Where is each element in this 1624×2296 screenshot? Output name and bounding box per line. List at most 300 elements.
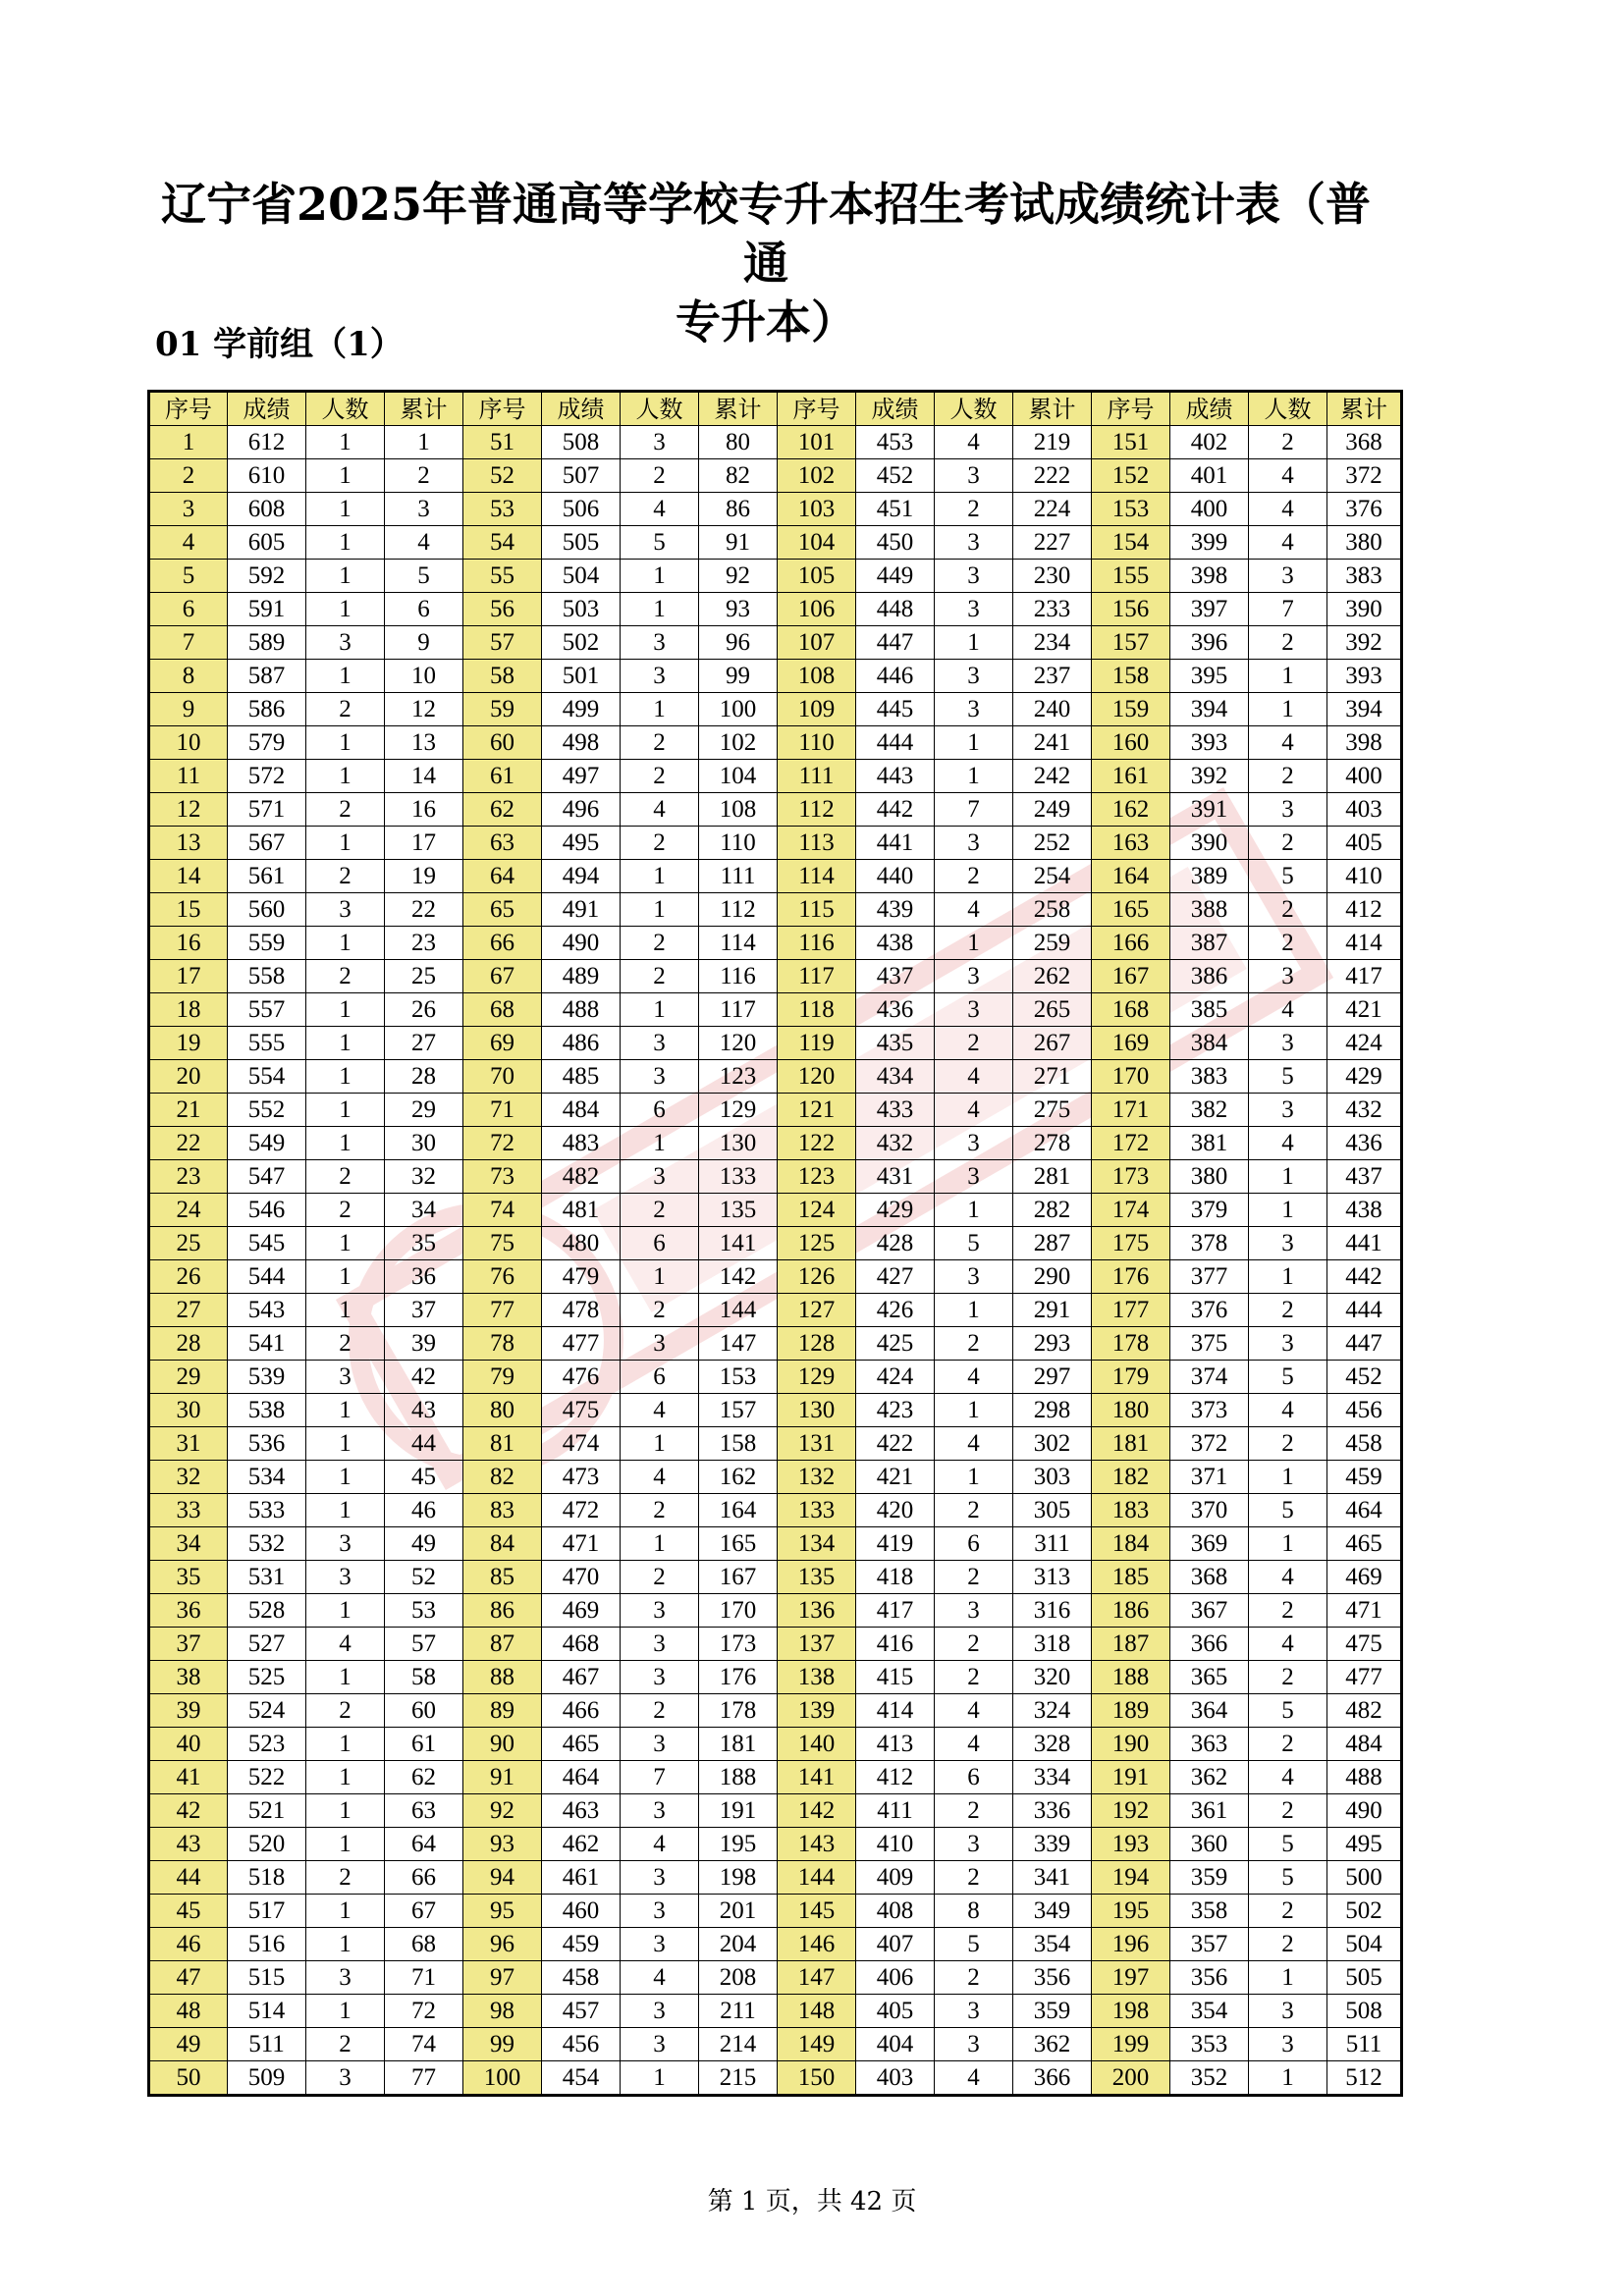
rank-cell: 1 (149, 426, 228, 459)
rank-cell: 18 (149, 993, 228, 1027)
table-cell: 104 (699, 760, 778, 793)
rank-cell: 60 (463, 726, 542, 760)
table-cell: 364 (1170, 1694, 1249, 1728)
rank-cell: 90 (463, 1728, 542, 1761)
table-cell: 2 (935, 860, 1013, 893)
table-row (149, 2061, 1402, 2096)
table-cell: 242 (1013, 760, 1092, 793)
rank-cell: 147 (778, 1961, 856, 1995)
rank-cell: 141 (778, 1761, 856, 1794)
table-cell: 2 (1249, 1427, 1327, 1461)
table-cell: 471 (542, 1527, 621, 1561)
table-cell: 394 (1327, 693, 1402, 726)
table-cell: 4 (621, 1828, 699, 1861)
table-cell: 1 (306, 1828, 385, 1861)
rank-cell: 142 (778, 1794, 856, 1828)
table-cell: 1 (621, 860, 699, 893)
table-row (149, 1260, 1402, 1294)
table-cell: 451 (856, 493, 935, 526)
table-cell: 45 (385, 1461, 463, 1494)
table-cell: 4 (935, 1094, 1013, 1127)
table-cell: 433 (856, 1094, 935, 1127)
column-header: 序号 (778, 392, 856, 426)
table-cell: 4 (1249, 1561, 1327, 1594)
rank-cell: 71 (463, 1094, 542, 1127)
table-cell: 2 (935, 1494, 1013, 1527)
table-cell: 1 (306, 993, 385, 1027)
table-cell: 527 (228, 1628, 306, 1661)
table-cell: 5 (1249, 1494, 1327, 1527)
rank-cell: 17 (149, 960, 228, 993)
rank-cell: 178 (1092, 1327, 1170, 1361)
rank-cell: 108 (778, 660, 856, 693)
table-row (149, 426, 1402, 459)
table-cell: 1 (935, 1461, 1013, 1494)
table-cell: 3 (621, 1027, 699, 1060)
table-cell: 27 (385, 1027, 463, 1060)
table-cell: 3 (621, 626, 699, 660)
rank-cell: 194 (1092, 1861, 1170, 1895)
table-cell: 405 (856, 1995, 935, 2028)
table-cell: 406 (856, 1961, 935, 1995)
table-cell: 5 (935, 1227, 1013, 1260)
table-cell: 414 (1327, 927, 1402, 960)
table-cell: 502 (1327, 1895, 1402, 1928)
table-cell: 1 (306, 560, 385, 593)
rank-cell: 182 (1092, 1461, 1170, 1494)
table-cell: 488 (1327, 1761, 1402, 1794)
table-cell: 3 (1249, 1094, 1327, 1127)
rank-cell: 126 (778, 1260, 856, 1294)
table-cell: 1 (1249, 1461, 1327, 1494)
table-cell: 462 (542, 1828, 621, 1861)
table-cell: 376 (1170, 1294, 1249, 1327)
table-cell: 211 (699, 1995, 778, 2028)
rank-cell: 67 (463, 960, 542, 993)
table-cell: 426 (856, 1294, 935, 1327)
table-cell: 278 (1013, 1127, 1092, 1160)
rank-cell: 28 (149, 1327, 228, 1361)
table-cell: 252 (1013, 827, 1092, 860)
table-cell: 9 (385, 626, 463, 660)
table-cell: 1 (1249, 2061, 1327, 2096)
table-cell: 6 (935, 1761, 1013, 1794)
rank-cell: 195 (1092, 1895, 1170, 1928)
table-cell: 359 (1170, 1861, 1249, 1895)
rank-cell: 57 (463, 626, 542, 660)
table-cell: 3 (306, 1527, 385, 1561)
table-cell: 372 (1327, 459, 1402, 493)
table-cell: 3 (306, 893, 385, 927)
table-cell: 464 (1327, 1494, 1402, 1527)
table-cell: 1 (306, 827, 385, 860)
table-cell: 13 (385, 726, 463, 760)
rank-cell: 98 (463, 1995, 542, 2028)
table-cell: 102 (699, 726, 778, 760)
table-cell: 129 (699, 1094, 778, 1127)
rank-cell: 36 (149, 1594, 228, 1628)
table-cell: 3 (935, 560, 1013, 593)
rank-cell: 82 (463, 1461, 542, 1494)
table-body (149, 426, 1402, 2096)
table-cell: 398 (1170, 560, 1249, 593)
table-cell: 436 (856, 993, 935, 1027)
table-cell: 1 (306, 1127, 385, 1160)
table-cell: 471 (1327, 1594, 1402, 1628)
table-cell: 437 (1327, 1160, 1402, 1194)
table-cell: 96 (699, 626, 778, 660)
rank-cell: 49 (149, 2028, 228, 2061)
column-header: 人数 (935, 392, 1013, 426)
table-cell: 489 (542, 960, 621, 993)
table-cell: 371 (1170, 1461, 1249, 1494)
table-cell: 495 (542, 827, 621, 860)
table-cell: 402 (1170, 426, 1249, 459)
table-row (149, 1728, 1402, 1761)
table-cell: 446 (856, 660, 935, 693)
table-cell: 387 (1170, 927, 1249, 960)
table-cell: 393 (1170, 726, 1249, 760)
table-cell: 339 (1013, 1828, 1092, 1861)
table-cell: 2 (1249, 1594, 1327, 1628)
rank-cell: 152 (1092, 459, 1170, 493)
column-header: 成绩 (542, 392, 621, 426)
rank-cell: 55 (463, 560, 542, 593)
table-cell: 541 (228, 1327, 306, 1361)
table-row (149, 827, 1402, 860)
table-cell: 424 (1327, 1027, 1402, 1060)
table-cell: 1 (306, 760, 385, 793)
table-cell: 222 (1013, 459, 1092, 493)
rank-cell: 46 (149, 1928, 228, 1961)
table-cell: 3 (621, 1794, 699, 1828)
table-cell: 366 (1013, 2061, 1092, 2096)
table-cell: 112 (699, 893, 778, 927)
table-row (149, 726, 1402, 760)
table-cell: 491 (542, 893, 621, 927)
rank-cell: 23 (149, 1160, 228, 1194)
table-cell: 2 (935, 1628, 1013, 1661)
table-cell: 162 (699, 1461, 778, 1494)
table-cell: 389 (1170, 860, 1249, 893)
table-cell: 116 (699, 960, 778, 993)
table-cell: 7 (1249, 593, 1327, 626)
table-cell: 477 (542, 1327, 621, 1361)
table-cell: 2 (306, 1327, 385, 1361)
rank-cell: 88 (463, 1661, 542, 1694)
table-cell: 3 (621, 1060, 699, 1094)
rank-cell: 87 (463, 1628, 542, 1661)
rank-cell: 190 (1092, 1728, 1170, 1761)
table-cell: 479 (542, 1260, 621, 1294)
table-cell: 381 (1170, 1127, 1249, 1160)
rank-cell: 34 (149, 1527, 228, 1561)
table-cell: 2 (1249, 1794, 1327, 1828)
table-cell: 2 (935, 1794, 1013, 1828)
rank-cell: 112 (778, 793, 856, 827)
title-line-1: 辽宁省2025年普通高等学校专升本招生考试成绩统计表（普通 (160, 178, 1372, 290)
table-cell: 508 (1327, 1995, 1402, 2028)
rank-cell: 193 (1092, 1828, 1170, 1861)
table-cell: 400 (1327, 760, 1402, 793)
table-cell: 404 (856, 2028, 935, 2061)
rank-cell: 110 (778, 726, 856, 760)
table-cell: 3 (621, 660, 699, 693)
table-cell: 427 (856, 1260, 935, 1294)
table-cell: 1 (621, 693, 699, 726)
rank-cell: 171 (1092, 1094, 1170, 1127)
rank-cell: 12 (149, 793, 228, 827)
table-cell: 422 (856, 1427, 935, 1461)
rank-cell: 189 (1092, 1694, 1170, 1728)
table-row (149, 1761, 1402, 1794)
table-cell: 367 (1170, 1594, 1249, 1628)
rank-cell: 129 (778, 1361, 856, 1394)
table-row (149, 893, 1402, 927)
rank-cell: 104 (778, 526, 856, 560)
table-cell: 341 (1013, 1861, 1092, 1895)
table-cell: 449 (856, 560, 935, 593)
table-row (149, 1227, 1402, 1260)
table-cell: 3 (1249, 560, 1327, 593)
table-cell: 473 (542, 1461, 621, 1494)
table-cell: 3 (935, 1160, 1013, 1194)
table-cell: 92 (699, 560, 778, 593)
rank-cell: 118 (778, 993, 856, 1027)
table-cell: 2 (621, 1294, 699, 1327)
rank-cell: 20 (149, 1060, 228, 1094)
table-row (149, 2028, 1402, 2061)
table-cell: 447 (856, 626, 935, 660)
table-cell: 2 (935, 1561, 1013, 1594)
table-cell: 4 (1249, 1628, 1327, 1661)
table-cell: 508 (542, 426, 621, 459)
table-cell: 384 (1170, 1027, 1249, 1060)
rank-cell: 177 (1092, 1294, 1170, 1327)
table-cell: 436 (1327, 1127, 1402, 1160)
table-cell: 298 (1013, 1394, 1092, 1427)
rank-cell: 4 (149, 526, 228, 560)
table-cell: 516 (228, 1928, 306, 1961)
table-cell: 1 (935, 760, 1013, 793)
table-cell: 53 (385, 1594, 463, 1628)
rank-cell: 11 (149, 760, 228, 793)
table-cell: 391 (1170, 793, 1249, 827)
rank-cell: 62 (463, 793, 542, 827)
table-cell: 62 (385, 1761, 463, 1794)
rank-cell: 188 (1092, 1661, 1170, 1694)
table-cell: 390 (1327, 593, 1402, 626)
table-cell: 592 (228, 560, 306, 593)
table-cell: 2 (621, 927, 699, 960)
rank-cell: 181 (1092, 1427, 1170, 1461)
table-cell: 518 (228, 1861, 306, 1895)
table-cell: 547 (228, 1160, 306, 1194)
table-cell: 1 (306, 1794, 385, 1828)
table-cell: 502 (542, 626, 621, 660)
table-cell: 1 (621, 1260, 699, 1294)
table-row (149, 1794, 1402, 1828)
table-cell: 357 (1170, 1928, 1249, 1961)
score-statistics-table (147, 390, 1403, 2097)
table-cell: 472 (542, 1494, 621, 1527)
table-cell: 117 (699, 993, 778, 1027)
table-cell: 2 (1249, 1661, 1327, 1694)
table-cell: 201 (699, 1895, 778, 1928)
table-cell: 1 (1249, 1160, 1327, 1194)
table-cell: 460 (542, 1895, 621, 1928)
table-cell: 501 (542, 660, 621, 693)
table-cell: 374 (1170, 1361, 1249, 1394)
table-cell: 505 (542, 526, 621, 560)
table-cell: 4 (1249, 493, 1327, 526)
table-cell: 520 (228, 1828, 306, 1861)
rank-cell: 160 (1092, 726, 1170, 760)
table-cell: 1 (306, 1895, 385, 1928)
table-cell: 572 (228, 760, 306, 793)
table-cell: 4 (621, 793, 699, 827)
table-cell: 490 (1327, 1794, 1402, 1828)
table-row (149, 1895, 1402, 1928)
table-cell: 23 (385, 927, 463, 960)
rank-cell: 146 (778, 1928, 856, 1961)
rank-cell: 143 (778, 1828, 856, 1861)
table-cell: 432 (856, 1127, 935, 1160)
table-cell: 458 (1327, 1427, 1402, 1461)
rank-cell: 70 (463, 1060, 542, 1094)
table-cell: 435 (856, 1027, 935, 1060)
table-cell: 4 (1249, 526, 1327, 560)
table-cell: 157 (699, 1394, 778, 1427)
table-cell: 439 (856, 893, 935, 927)
table-cell: 4 (306, 1628, 385, 1661)
table-cell: 3 (935, 1260, 1013, 1294)
table-cell: 2 (1249, 626, 1327, 660)
rank-cell: 164 (1092, 860, 1170, 893)
table-cell: 361 (1170, 1794, 1249, 1828)
table-cell: 412 (856, 1761, 935, 1794)
table-cell: 1 (935, 1294, 1013, 1327)
table-cell: 6 (385, 593, 463, 626)
table-cell: 434 (856, 1060, 935, 1094)
table-cell: 34 (385, 1194, 463, 1227)
table-cell: 399 (1170, 526, 1249, 560)
table-cell: 1 (306, 1928, 385, 1961)
table-cell: 532 (228, 1527, 306, 1561)
table-cell: 412 (1327, 893, 1402, 927)
table-cell: 5 (385, 560, 463, 593)
table-cell: 481 (542, 1194, 621, 1227)
rank-cell: 68 (463, 993, 542, 1027)
rank-cell: 33 (149, 1494, 228, 1527)
table-cell: 3 (306, 1961, 385, 1995)
table-cell: 524 (228, 1694, 306, 1728)
table-cell: 4 (935, 893, 1013, 927)
table-cell: 320 (1013, 1661, 1092, 1694)
table-cell: 3 (306, 1561, 385, 1594)
table-cell: 417 (856, 1594, 935, 1628)
table-cell: 380 (1327, 526, 1402, 560)
page-footer: 第 1 页，共 42 页 (707, 2187, 917, 2216)
table-row (149, 1628, 1402, 1661)
table-cell: 2 (385, 459, 463, 493)
table-cell: 164 (699, 1494, 778, 1527)
table-cell: 503 (542, 593, 621, 626)
table-cell: 394 (1170, 693, 1249, 726)
table-cell: 3 (621, 1661, 699, 1694)
rank-cell: 116 (778, 927, 856, 960)
table-cell: 4 (385, 526, 463, 560)
table-cell: 16 (385, 793, 463, 827)
table-cell: 227 (1013, 526, 1092, 560)
table-cell: 71 (385, 1961, 463, 1995)
rank-cell: 31 (149, 1427, 228, 1461)
table-cell: 28 (385, 1060, 463, 1094)
table-cell: 2 (1249, 1294, 1327, 1327)
table-cell: 2 (306, 1194, 385, 1227)
table-cell: 3 (1249, 1995, 1327, 2028)
table-cell: 369 (1170, 1527, 1249, 1561)
column-header: 序号 (149, 392, 228, 426)
table-cell: 546 (228, 1194, 306, 1227)
rank-cell: 123 (778, 1160, 856, 1194)
table-cell: 293 (1013, 1327, 1092, 1361)
table-cell: 4 (935, 1427, 1013, 1461)
table-cell: 405 (1327, 827, 1402, 860)
rank-cell: 26 (149, 1260, 228, 1294)
table-row (149, 760, 1402, 793)
table-cell: 458 (542, 1961, 621, 1995)
table-cell: 4 (621, 493, 699, 526)
table-cell: 2 (935, 1861, 1013, 1895)
table-cell: 2 (935, 1027, 1013, 1060)
table-cell: 181 (699, 1728, 778, 1761)
table-cell: 191 (699, 1794, 778, 1828)
rank-cell: 191 (1092, 1761, 1170, 1794)
table-cell: 91 (699, 526, 778, 560)
table-cell: 100 (699, 693, 778, 726)
rank-cell: 192 (1092, 1794, 1170, 1828)
table-cell: 1 (621, 1427, 699, 1461)
table-cell: 267 (1013, 1027, 1092, 1060)
table-row (149, 1995, 1402, 2028)
rank-cell: 101 (778, 426, 856, 459)
rank-cell: 30 (149, 1394, 228, 1427)
table-row (149, 1494, 1402, 1527)
rank-cell: 48 (149, 1995, 228, 2028)
table-cell: 385 (1170, 993, 1249, 1027)
table-cell: 511 (228, 2028, 306, 2061)
rank-cell: 148 (778, 1995, 856, 2028)
rank-cell: 25 (149, 1227, 228, 1260)
table-cell: 305 (1013, 1494, 1092, 1527)
rank-cell: 134 (778, 1527, 856, 1561)
table-cell: 447 (1327, 1327, 1402, 1361)
table-cell: 3 (621, 1895, 699, 1928)
rank-cell: 154 (1092, 526, 1170, 560)
table-cell: 334 (1013, 1761, 1092, 1794)
table-cell: 5 (1249, 1060, 1327, 1094)
table-cell: 376 (1327, 493, 1402, 526)
table-cell: 6 (935, 1527, 1013, 1561)
table-cell: 1 (306, 1394, 385, 1427)
table-cell: 1 (1249, 1961, 1327, 1995)
table-cell: 408 (856, 1895, 935, 1928)
rank-cell: 175 (1092, 1227, 1170, 1260)
table-cell: 173 (699, 1628, 778, 1661)
column-header: 累计 (1327, 392, 1402, 426)
rank-cell: 42 (149, 1794, 228, 1828)
